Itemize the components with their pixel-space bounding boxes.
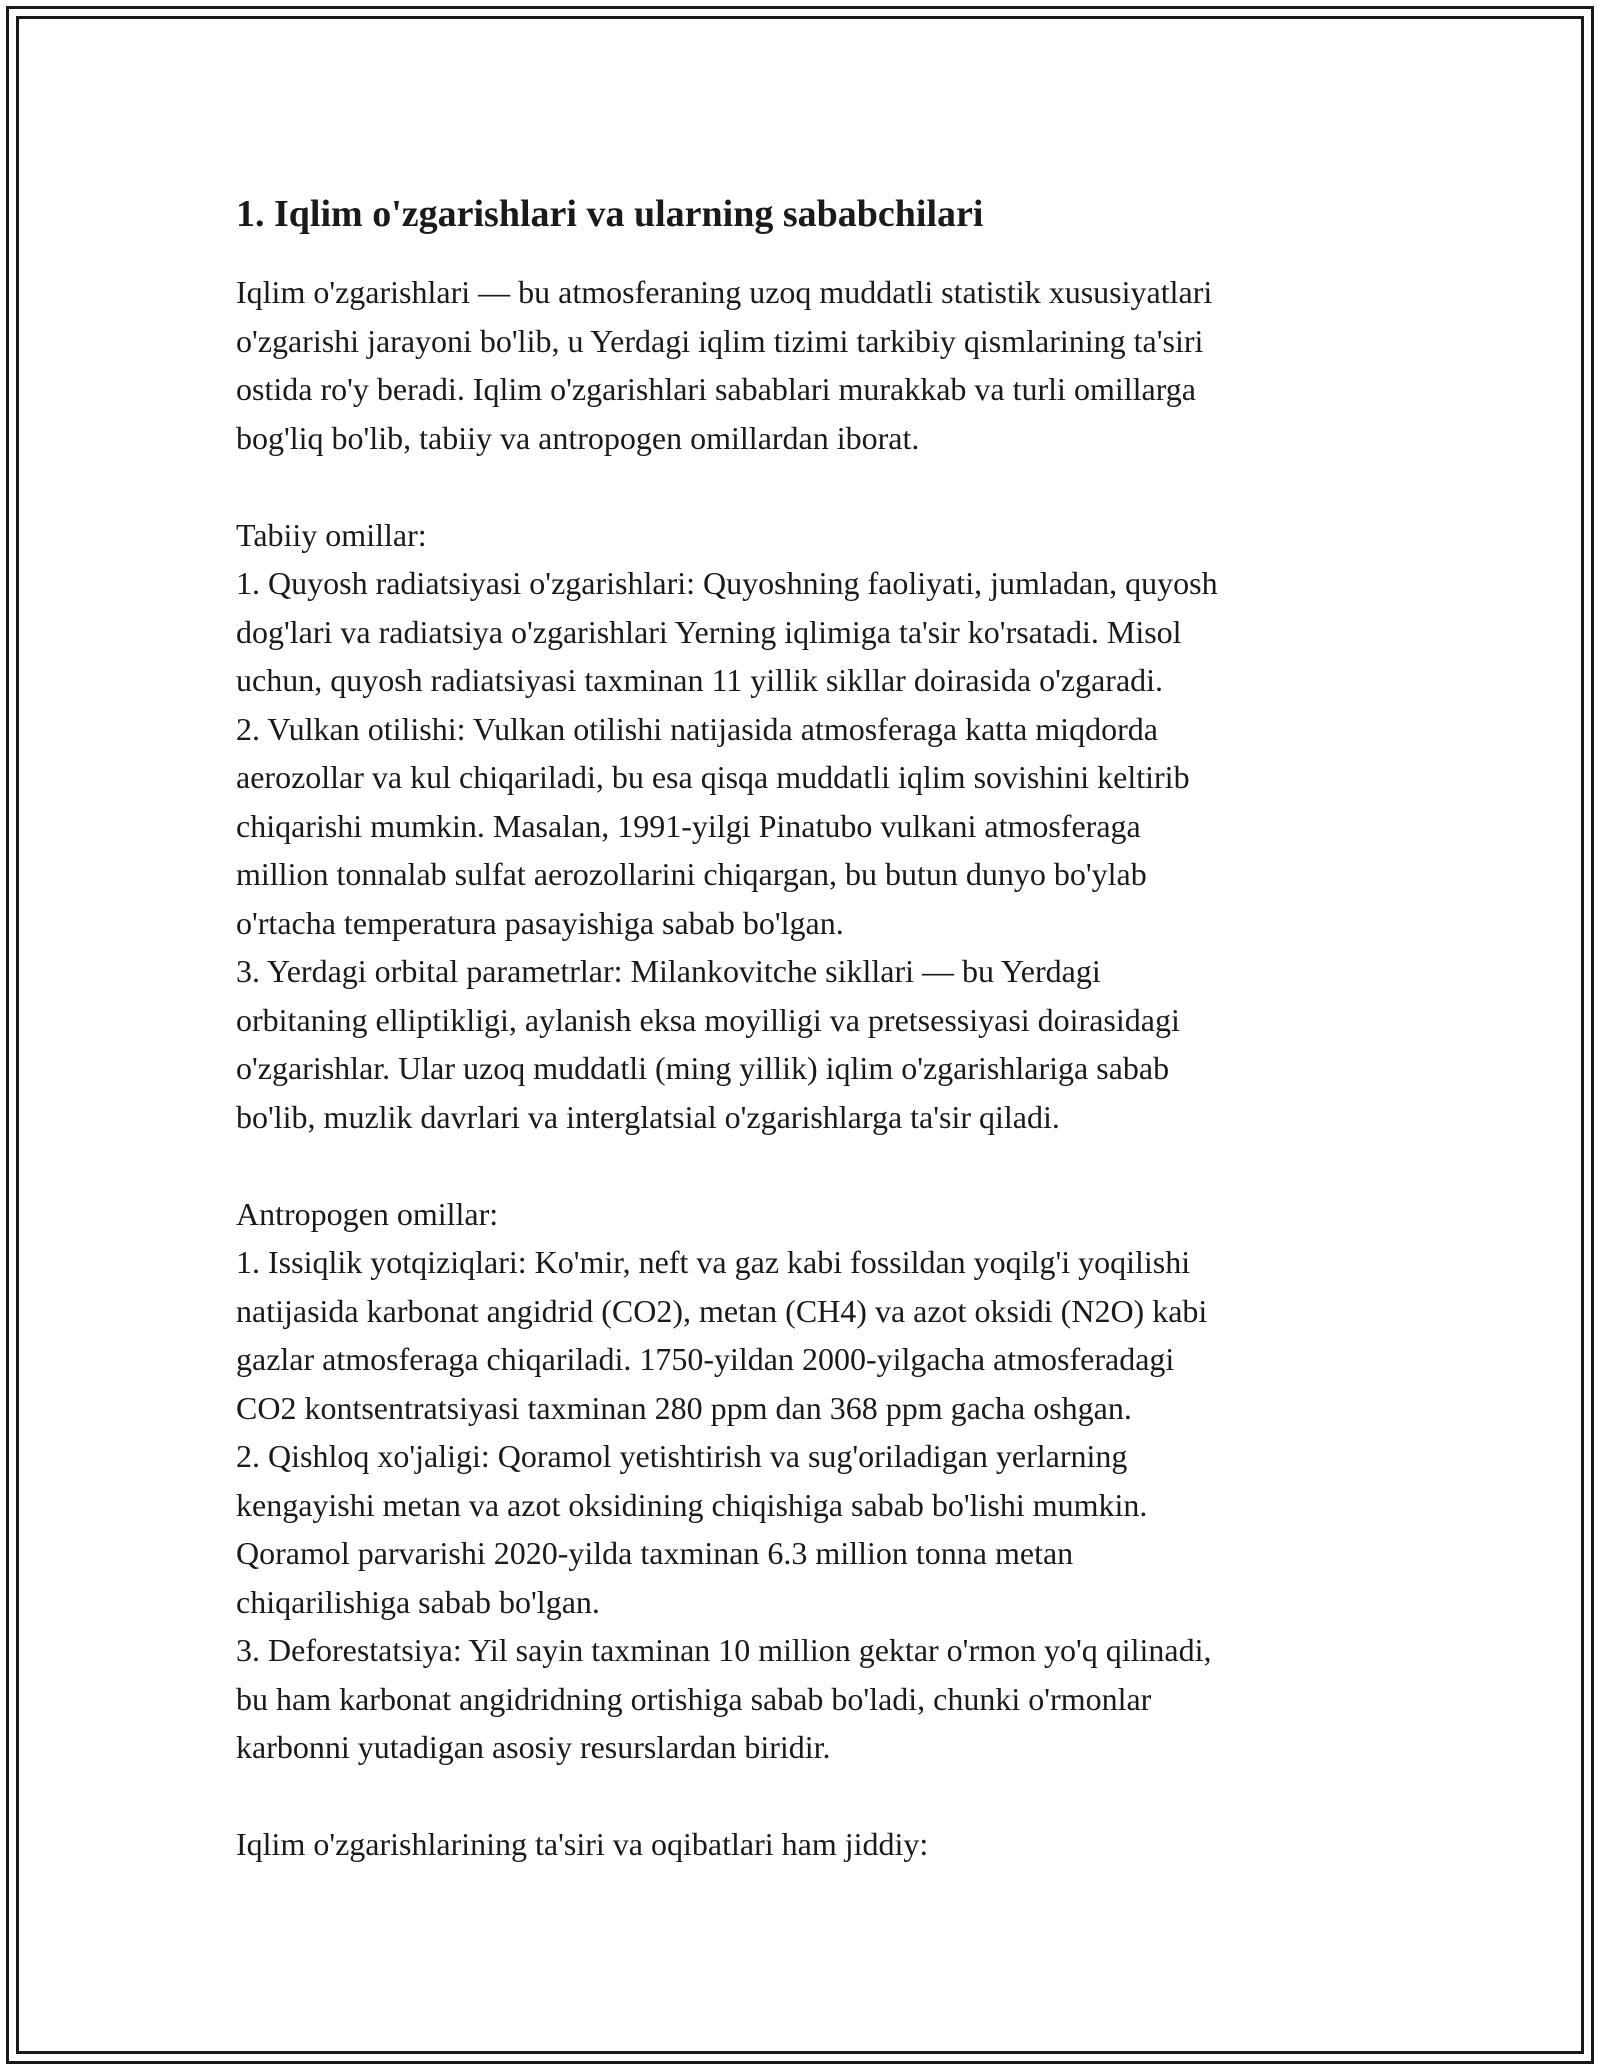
anthropogenic-factor-line: 3. Deforestatsiya: Yil sayin taxminan 10 million gektar o'rmon yo'q qilinadi,: [236, 1632, 1212, 1668]
intro-paragraph: [236, 268, 1396, 462]
natural-factor-line: o'rtacha temperatura pasayishiga sabab bo'lgan.: [236, 904, 844, 941]
natural-factor-line: orbitaning elliptikligi, aylanish eksa moyilligi va pretsessiyasi doirasidagi: [236, 1001, 1180, 1038]
natural-factor-line: o'zgarishlar. Ular uzoq muddatli (ming yillik) iqlim o'zgarishlariga sabab: [236, 1050, 1170, 1086]
paragraph-gap: [236, 1772, 1396, 1821]
natural-factors-heading: Tabiiy omillar:: [236, 516, 427, 553]
anthropogenic-factor-line: gazlar atmosferaga chiqariladi. 1750-yildan 2000-yilgacha atmosferadagi: [236, 1341, 1175, 1377]
intro-line: o'zgarishi jarayoni bo'lib, u Yerdagi iqlim tizimi tarkibiy qismlarining ta'siri: [236, 322, 1204, 359]
anthropogenic-factors-section: [236, 1190, 1396, 1772]
paragraph-gap: [236, 462, 1396, 511]
paragraph-gap: [236, 1141, 1396, 1190]
natural-factors-section: [236, 511, 1396, 1142]
document-body: [236, 190, 1396, 1869]
anthropogenic-factor-line: chiqarilishiga sabab bo'lgan.: [236, 1583, 600, 1620]
closing-paragraph: [236, 1820, 1396, 1869]
anthropogenic-factor-line: natijasida karbonat angidrid (CO2), metan (CH4) va azot oksidi (N2O) kabi: [236, 1292, 1208, 1329]
anthropogenic-factors-heading: Antropogen omillar:: [236, 1195, 499, 1232]
natural-factor-line: aerozollar va kul chiqariladi, bu esa qisqa muddatli iqlim sovishini keltirib: [236, 759, 1190, 795]
anthropogenic-factor-line: CO2 kontsentratsiyasi taxminan 280 ppm dan 368 ppm gacha oshgan.: [236, 1389, 1132, 1426]
natural-factor-line: million tonnalab sulfat aerozollarini chiqargan, bu butun dunyo bo'ylab: [236, 856, 1147, 892]
intro-line: bog'liq bo'lib, tabiiy va antropogen omillardan iborat.: [236, 419, 920, 456]
anthropogenic-factor-line: 1. Issiqlik yotqiziqlari: Ko'mir, neft va gaz kabi fossildan yoqilg'i yoqilishi: [236, 1244, 1191, 1280]
anthropogenic-factor-line: karbonni yutadigan asosiy resurslardan biridir.: [236, 1729, 831, 1765]
intro-line: ostida ro'y beradi. Iqlim o'zgarishlari sabablari murakkab va turli omillarga: [236, 371, 1196, 407]
natural-factor-line: dog'lari va radiatsiya o'zgarishlari Yerning iqlimiga ta'sir ko'rsatadi. Misol: [236, 613, 1182, 650]
anthropogenic-factor-line: kengayishi metan va azot oksidining chiqishiga sabab bo'lishi mumkin.: [236, 1486, 1148, 1523]
natural-factor-line: 2. Vulkan otilishi: Vulkan otilishi natijasida atmosferaga katta miqdorda: [236, 710, 1158, 747]
natural-factor-line: chiqarishi mumkin. Masalan, 1991-yilgi Pinatubo vulkani atmosferaga: [236, 807, 1141, 844]
intro-line: Iqlim o'zgarishlari — bu atmosferaning uzoq muddatli statistik xususiyatlari: [236, 274, 1213, 310]
section-title: 1. Iqlim o'zgarishlari va ularning sababchilari: [236, 193, 984, 235]
closing-line: Iqlim o'zgarishlarining ta'siri va oqibatlari ham jiddiy:: [236, 1826, 929, 1862]
natural-factor-line: 3. Yerdagi orbital parametrlar: Milankovitche sikllari — bu Yerdagi: [236, 953, 1101, 989]
anthropogenic-factor-line: Qoramol parvarishi 2020-yilda taxminan 6.3 million tonna metan: [236, 1535, 1074, 1571]
anthropogenic-factor-line: 2. Qishloq xo'jaligi: Qoramol yetishtirish va sug'oriladigan yerlarning: [236, 1438, 1128, 1474]
natural-factor-line: 1. Quyosh radiatsiyasi o'zgarishlari: Quyoshning faoliyati, jumladan, quyosh: [236, 565, 1218, 601]
natural-factor-line: uchun, quyosh radiatsiyasi taxminan 11 yillik sikllar doirasida o'zgaradi.: [236, 662, 1164, 698]
natural-factor-line: bo'lib, muzlik davrlari va interglatsial o'zgarishlarga ta'sir qiladi.: [236, 1098, 1060, 1135]
anthropogenic-factor-line: bu ham karbonat angidridning ortishiga sabab bo'ladi, chunki o'rmonlar: [236, 1680, 1152, 1717]
